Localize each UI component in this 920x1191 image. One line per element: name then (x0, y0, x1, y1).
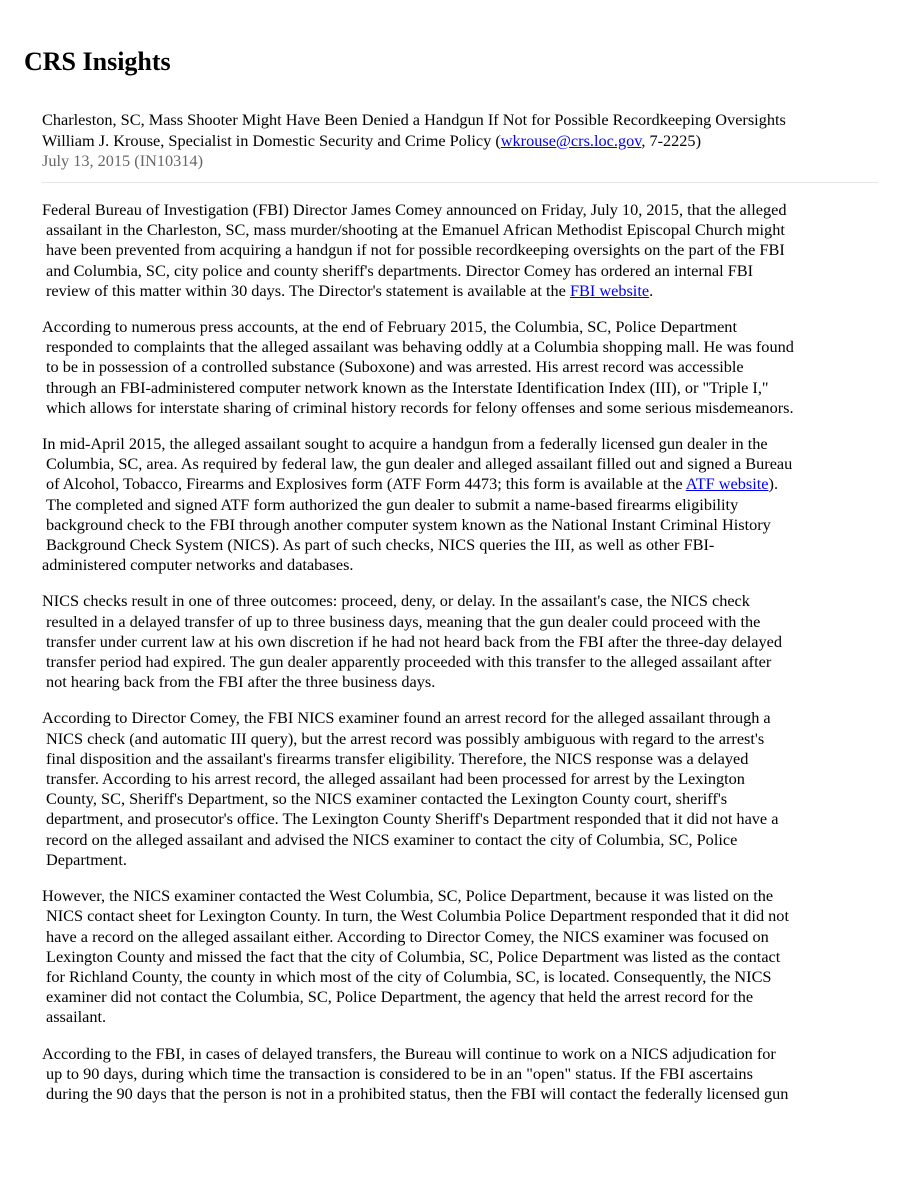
paragraph-1 (42, 200, 882, 301)
text-line: NICS checks result in one of three outcomes: proceed, deny, or delay. In the assailant's case, the NICS check (42, 591, 750, 611)
author-phone: , 7-2225) (641, 130, 701, 150)
text-line: NICS check (and automatic III query), but the arrest record was possibly ambiguous with regard to the arrest's (46, 728, 765, 748)
text-line: through an FBI-administered computer network known as the Interstate Identification Index (III), or "Triple I," (46, 377, 769, 397)
text-fragment: . (649, 280, 654, 300)
paragraph-5 (42, 708, 882, 870)
text-line: examiner did not contact the Columbia, SC, Police Department, the agency that held the arrest record for the (46, 987, 754, 1007)
article-header (42, 110, 882, 172)
text-line: transfer. According to his arrest record, the alleged assailant had been processed for arrest by the Lexington (46, 769, 745, 789)
text-line: In mid-April 2015, the alleged assailant sought to acquire a handgun from a federally licensed gun dealer in the (42, 434, 768, 454)
text-line: Lexington County and missed the fact that the city of Columbia, SC, Police Department was listed as the contact (46, 946, 781, 966)
text-line: final disposition and the assailant's firearms transfer eligibility. Therefore, the NICS response was a delayed (46, 748, 749, 768)
text-line (42, 281, 882, 301)
paragraph-2 (42, 317, 882, 418)
text-line: not hearing back from the FBI after the three business days. (46, 672, 436, 692)
atf-website-link[interactable]: ATF website (685, 474, 769, 494)
text-line: department, and prosecutor's office. The Lexington County Sheriff's Department responded that it did not have a (46, 809, 779, 829)
paragraph-6 (42, 886, 882, 1027)
text-line: transfer period had expired. The gun dealer apparently proceeded with this transfer to the alleged assailant after (46, 652, 772, 672)
text-line: and Columbia, SC, city police and county sheriff's departments. Director Comey has ordered an internal FBI (46, 260, 754, 280)
article-body (42, 200, 882, 1120)
text-line: assailant. (46, 1007, 107, 1027)
text-line: Department. (46, 849, 127, 869)
page-title: CRS Insights (24, 47, 171, 76)
text-line: record on the alleged assailant and advised the NICS examiner to contact the city of Columbia, SC, Police (46, 829, 738, 849)
text-line: have a record on the alleged assailant either. According to Director Comey, the NICS examiner was focused on (46, 926, 769, 946)
text-line: Federal Bureau of Investigation (FBI) Director James Comey announced on Friday, July 10, 2015, that the alleged (42, 200, 787, 219)
author-text: William J. Krouse, Specialist in Domestic Security and Crime Policy ( (42, 130, 501, 150)
text-line: to be in possession of a controlled substance (Suboxone) and was arrested. His arrest record was accessible (46, 357, 744, 377)
author-email-link[interactable]: wkrouse@crs.loc.gov (500, 130, 642, 150)
text-line: Background Check System (NICS). As part of such checks, NICS queries the III, as well as other FBI- (46, 535, 715, 555)
text-line: assailant in the Charleston, SC, mass murder/shooting at the Emanuel African Methodist Episcopal Church might (46, 220, 785, 240)
author-line (42, 131, 882, 152)
text-fragment: of Alcohol, Tobacco, Firearms and Explosives form (ATF Form 4473; this form is available at the (46, 474, 686, 494)
text-line: have been prevented from acquiring a handgun if not for possible recordkeeping oversights on the part of the FBI (46, 240, 785, 260)
text-fragment: review of this matter within 30 days. The Director's statement is available at the (46, 280, 570, 300)
text-line: The completed and signed ATF form authorized the gun dealer to submit a name-based firearms eligibility (46, 494, 739, 514)
paragraph-7 (42, 1044, 882, 1105)
paragraph-4 (42, 591, 882, 692)
fbi-website-link[interactable]: FBI website (569, 280, 650, 300)
text-line: up to 90 days, during which time the transaction is considered to be in an "open" status. If the FBI ascertains (46, 1063, 753, 1083)
text-line: Columbia, SC, area. As required by federal law, the gun dealer and alleged assailant filled out and signed a Bureau (46, 454, 793, 474)
text-line: transfer under current law at his own discretion if he had not heard back from the FBI after the three-day delayed (46, 631, 782, 651)
text-line: responded to complaints that the alleged assailant was behaving oddly at a Columbia shopping mall. He was found (46, 337, 794, 357)
text-line: County, SC, Sheriff's Department, so the NICS examiner contacted the Lexington County court, sheriff's (46, 789, 728, 809)
text-fragment: ). (768, 474, 779, 494)
text-line: administered computer networks and databases. (42, 555, 354, 575)
text-line (42, 474, 882, 494)
text-line: during the 90 days that the person is not in a prohibited status, then the FBI will contact the federally licensed gun (46, 1083, 789, 1103)
paragraph-3 (42, 434, 882, 575)
text-line: for Richland County, the county in which most of the city of Columbia, SC, is located. Consequently, the NICS (46, 966, 772, 986)
text-line: According to numerous press accounts, at the end of February 2015, the Columbia, SC, Police Department (42, 317, 737, 337)
text-line: background check to the FBI through another computer system known as the National Instant Criminal History (46, 514, 771, 534)
publication-date: July 13, 2015 (IN10314) (42, 151, 203, 170)
text-line: resulted in a delayed transfer of up to three business days, meaning that the gun dealer could proceed with the (46, 611, 761, 631)
text-line: However, the NICS examiner contacted the West Columbia, SC, Police Department, because it was listed on the (42, 886, 774, 906)
text-line: NICS contact sheet for Lexington County. In turn, the West Columbia Police Department responded that it did not (46, 906, 789, 926)
text-line: According to Director Comey, the FBI NICS examiner found an arrest record for the alleged assailant through a (42, 708, 771, 728)
text-line: which allows for interstate sharing of criminal history records for felony offenses and some serious misdemeanors. (46, 397, 794, 417)
header-divider (42, 182, 878, 183)
article-title: Charleston, SC, Mass Shooter Might Have Been Denied a Handgun If Not for Possible Recordkeeping Oversights (42, 110, 786, 129)
text-line: According to the FBI, in cases of delayed transfers, the Bureau will continue to work on a NICS adjudication for (42, 1043, 776, 1063)
